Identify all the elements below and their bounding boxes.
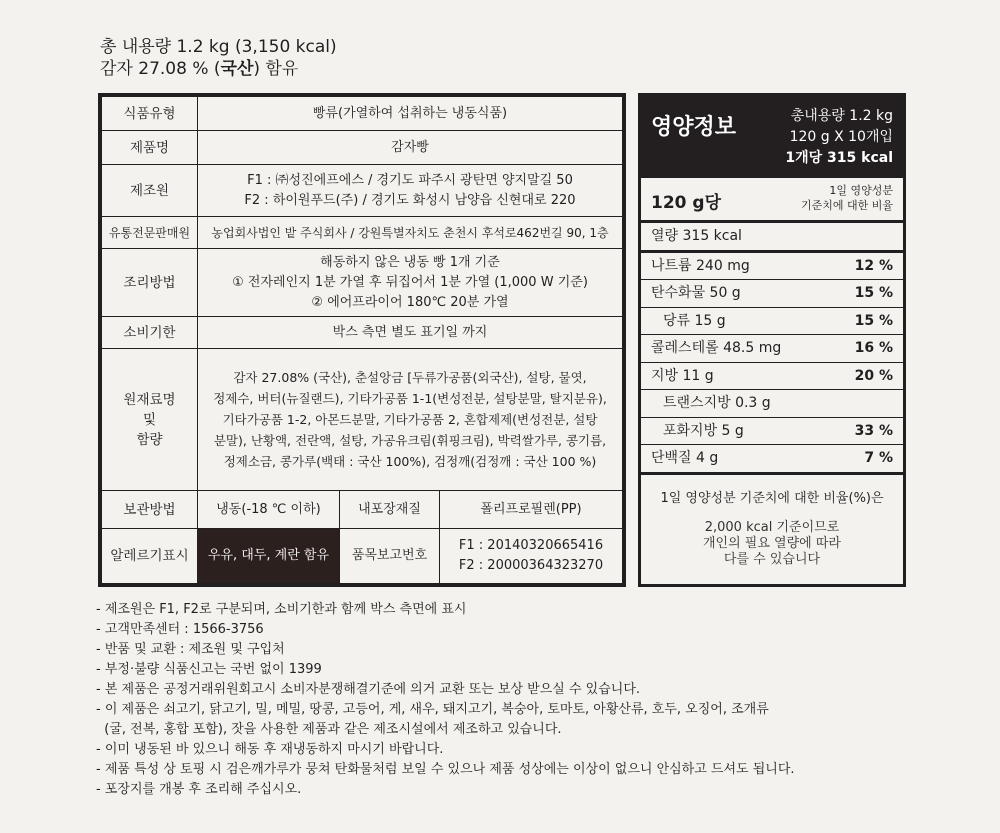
- report-number-value: F1 : 20140320665416 F2 : 20000364323270: [440, 529, 623, 584]
- expiry-value: 박스 측면 별도 표기일 까지: [198, 317, 623, 349]
- daily-value-footnote: 2,000 kcal 기준이므로 개인의 필요 열량에 따라 다를 수 있습니다: [703, 519, 841, 567]
- serving-row: [641, 178, 903, 223]
- notice-item: - 고객만족센터 : 1566-3756: [96, 622, 264, 637]
- product-name-label: 제품명: [102, 131, 198, 165]
- calories-value: 열량 315 kcal: [651, 228, 742, 244]
- ingredients-value: 감자 27.08% (국산), 춘설앙금 [두류가공품(외국산), 설탕, 물엿, 정제수, 버터(뉴질랜드), 기타가공품 1-1(변성전분, 설탕분말, 탈지분유), 기타가공품 1-2, 아몬드분말, 기타가공품 2, 혼합제제(변성전분, 설탕 분말), 난황액, 전란액, 설탕, 가공유크림(휘핑크림), 박력쌀가루, 콩기름, 정제소금, 콩가루(백태 : 국산 100%), 검정깨(검정깨 : 국산 100 %): [198, 349, 623, 491]
- notice-item: - 이미 냉동된 바 있으니 해동 후 재냉동하지 마시기 바랍니다.: [96, 742, 444, 757]
- manufacturer-value: F1 : ㈜성진에프에스 / 경기도 파주시 광탄면 양지말길 50 F2 : 하이원푸드(주) / 경기도 화성시 남양읍 신현대로 220: [198, 165, 623, 217]
- origin-badge: 국산: [220, 59, 254, 79]
- nutrition-total: 총내용량 1.2 kg 120 g X 10개입 1개당 315 kcal: [785, 108, 893, 166]
- allergy-label: 알레르기표시: [102, 529, 198, 584]
- daily-value-title: 1일 영양성분 기준치에 대한 비율(%)은: [660, 490, 884, 506]
- notice-item: - 본 제품은 공정거래위원회고시 소비자분쟁해결기준에 의거 교환 또는 보상 받으실 수 있습니다.: [96, 682, 641, 697]
- nutrition-header: [641, 96, 903, 178]
- nutrient-row: 지방 11 g 20 %: [641, 363, 903, 391]
- seller-label: 유통전문판매원: [102, 217, 198, 249]
- notice-item: - 이 제품은 쇠고기, 닭고기, 밀, 메밀, 땅콩, 고등어, 게, 새우, 돼지고기, 복숭아, 토마토, 아황산류, 호두, 오징어, 조개류: [96, 702, 769, 717]
- nutrient-row: 단백질 4 g 7 %: [641, 445, 903, 475]
- storage-label: 보관방법: [102, 491, 198, 529]
- nutrient-row: 콜레스테롤 48.5 mg 16 %: [641, 335, 903, 363]
- nutrition-facts-panel: [638, 93, 906, 587]
- calories-row: [641, 223, 903, 253]
- daily-value-note: 1일 영양성분 기준치에 대한 비율: [800, 184, 893, 212]
- notice-item: - 제조원은 F1, F2로 구분되며, 소비기한과 함께 박스 측면에 표시: [96, 602, 467, 617]
- notice-item: - 반품 및 교환 : 제조원 및 구입처: [96, 642, 285, 657]
- notice-item: - 포장지를 개봉 후 조리해 주십시오.: [96, 782, 302, 797]
- nutrient-row: 트랜스지방 0.3 g: [641, 390, 903, 418]
- manufacturer-label: 제조원: [102, 165, 198, 217]
- food-type-value: 빵류(가열하여 섭취하는 냉동식품): [198, 97, 623, 131]
- header: [100, 36, 337, 80]
- notice-item: - 부정·불량 식품신고는 국번 없이 1399: [96, 662, 322, 677]
- nutrient-row: 나트륨 240 mg 12 %: [641, 253, 903, 281]
- product-info-table: [98, 93, 626, 587]
- potato-content-line: 감자 27.08 % (국산) 함유: [100, 59, 299, 79]
- notice-item: - 제품 특성 상 토핑 시 검은깨가루가 뭉쳐 탄화물처럼 보일 수 있으나 제품 성상에는 이상이 없으니 안심하고 드셔도 됩니다.: [96, 762, 795, 777]
- storage-value: 냉동(-18 ℃ 이하): [198, 491, 340, 529]
- expiry-label: 소비기한: [102, 317, 198, 349]
- nutrition-title: 영양정보: [651, 115, 737, 140]
- serving-size: 120 g당: [651, 193, 721, 213]
- notice-list: [96, 600, 795, 800]
- packaging-value: 폴리프로필렌(PP): [440, 491, 623, 529]
- food-type-label: 식품유형: [102, 97, 198, 131]
- cooking-value: 해동하지 않은 냉동 빵 1개 기준 ① 전자레인지 1분 가열 후 뒤집어서 1분 가열 (1,000 W 기준) ② 에어프라이어 180℃ 20분 가열: [198, 249, 623, 317]
- seller-value: 농업회사법인 밭 주식회사 / 강원특별자치도 춘천시 후석로462번길 90, 1층: [198, 217, 623, 249]
- ingredients-label: 원재료명 및 함량: [102, 349, 198, 491]
- nutrient-row: 당류 15 g 15 %: [641, 308, 903, 336]
- cooking-label: 조리방법: [102, 249, 198, 317]
- total-content-line: 총 내용량 1.2 kg (3,150 kcal): [100, 37, 337, 57]
- nutrient-row: 포화지방 5 g 33 %: [641, 418, 903, 446]
- report-number-label: 품목보고번호: [340, 529, 440, 584]
- notice-item: (굴, 전복, 홍합 포함), 잣을 사용한 제품과 같은 제조시설에서 제조하고 있습니다.: [96, 722, 562, 737]
- packaging-label: 내포장재질: [340, 491, 440, 529]
- product-name-value: 감자빵: [198, 131, 623, 165]
- allergy-value: 우유, 대두, 계란 함유: [198, 529, 340, 584]
- nutrient-row: 탄수화물 50 g 15 %: [641, 280, 903, 308]
